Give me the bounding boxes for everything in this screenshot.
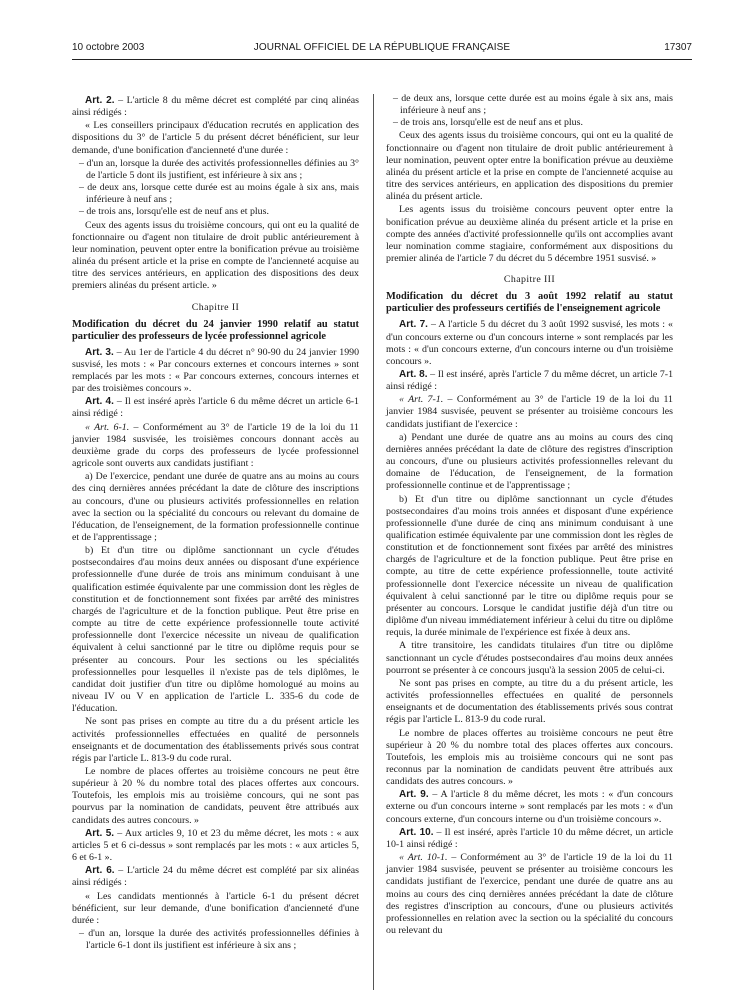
sub-article-label: « Art. 10-1. [399,852,448,864]
paragraph: b) Et d'un titre ou diplôme sanctionnant un cycle d'études postsecondaires d'au moins deux années ou disposant d'une expérience professionnelle d'une durée de trois ans minimum conduisant à une qualification estimée équivalente par une commission dont les règles de constitution et de fonctionnement sont fixées par arrêté des ministres chargés de l'agriculture et de la fonction publique. Peut être prise en compte au titre de cette expérience professionnelle toute activité professionnelle dont l'exercice nécessite un niveau de qualification équivalent à celui sanctionné par le titre ou diplôme requis pour se présenter au concours. Pour les sections ou les spécialités professionnelles pour lesquelles il n'existe pas de tels diplômes, le candidat doit justifier d'un titre ou diplôme homologué au moins au niveau IV ou V en application de l'article L. 335-6 du code de l'éducation. [72,545,359,715]
article-5: Art. 5. – Aux articles 9, 10 et 23 du même décret, les mots : « aux articles 5 et 6 ci-dessus » sont remplacés par les mots : « aux articles 5, 6 et 6-1 ». [72,827,359,864]
paragraph: a) Pendant une durée de quatre ans au moins au cours des cinq dernières années précédant la date de clôture des registres d'inscription au concours, d'une ou plusieurs activités professionnelles relevant du domaine de l'éducation, de l'enseignement, de la formation professionnelle continue et de l'apprentissage ; [386,431,673,492]
paragraph: « Les candidats mentionnés à l'article 6-1 du présent décret bénéficient, sur leur demande, d'une bonification d'ancienneté d'une durée : [72,890,359,926]
paragraph: Les agents issus du troisième concours peuvent opter entre la bonification prévue au deuxième alinéa du présent article et la prise en compte des années d'activité professionnelle qu'ils ont accomplies avant leur nomination comme stagiaire, conformément aux dispositions du premier alinéa de l'article 7 du décret du 5 décembre 1951 susvisé. » [386,204,673,265]
list-item: – d'un an, lorsque la durée des activités professionnelles définies au 3° de l'article 5 dont ils justifient, est inférieure à six ans ; [79,157,359,181]
article-label: Art. 4. [85,396,114,408]
dash-list [72,928,359,952]
paragraph: « Les conseillers principaux d'éducation recrutés en application des dispositions du 3° de l'article 5 du présent décret bénéficient, sur leur demande, d'une bonification d'ancienneté d'une durée : [72,120,359,156]
section-heading: Modification du décret du 24 janvier 1990 relatif au statut particulier des professeurs de lycée professionnel agricole [72,318,359,342]
list-item: – d'un an, lorsque la durée des activités professionnelles définies à l'article 6-1 dont ils justifient est inférieure à six ans ; [79,928,359,952]
sub-article-label: « Art. 7-1. [399,394,444,406]
article-label: Art. 6. [85,865,115,877]
paragraph: A titre transitoire, les candidats titulaires d'un titre ou diplôme sanctionnant un cycle d'études postsecondaires d'au moins deux années pourront se présenter à ce concours jusqu'à la session 2005 de celui-ci. [386,640,673,676]
header-journal-title: JOURNAL OFFICIEL DE LA RÉPUBLIQUE FRANÇAISE [253,42,511,53]
paragraph: a) De l'exercice, pendant une durée de quatre ans au moins au cours des cinq dernières années précédant la date de clôture des inscriptions au concours, d'une ou plusieurs activités professionnelles en relation avec la section ou la spécialité du concours ou relevant du domaine de l'éducation, de l'enseignement, de la formation professionnelle continue et de l'apprentissage ; [72,471,359,543]
article-8: Art. 8. – Il est inséré, après l'article 7 du même décret, un article 7-1 ainsi rédigé : [386,368,674,393]
header-rule [72,59,692,60]
page-header [72,42,692,56]
paragraph: « Art. 7-1. – Conformément au 3° de l'article 19 de la loi du 11 janvier 1984 susvisée, peuvent se présenter au troisième concours les candidats justifiant de l'exercice : [386,394,673,430]
dash-list [386,93,673,129]
section-heading: Modification du décret du 3 août 1992 relatif au statut particulier des professeurs certifiés de l'enseignement agricole [386,291,673,315]
article-label: Art. 5. [85,827,115,839]
article-3: Art. 3. – Au 1er de l'article 4 du décret n° 90-90 du 24 janvier 1990 susvisé, les mots : « Par concours externes et concours internes » sont remplacés par les mots : « Par concours externes, concours internes et par des troisièmes concours ». [72,346,360,395]
list-item: – de trois ans, lorsqu'elle est de neuf ans et plus. [79,206,269,218]
article-label: Art. 7. [399,319,428,331]
paragraph: Le nombre de places offertes au troisième concours ne peut être supérieur à 20 % du nombre total des places offertes aux concours. Toutefois, les emplois mis au troisième concours, qui ne sont pas pourvus par la nomination de candidats, peuvent être attribués aux candidats des autres concours. » [72,765,359,826]
article-9: Art. 9. – A l'article 8 du même décret, les mots : « d'un concours externe ou d'un concours interne » sont remplacés par les mots : « d'un concours externe, d'un concours interne ou d'un troisième concours ». [386,789,673,825]
paragraph: Le nombre de places offertes au troisième concours ne peut être supérieur à 20 % du nombre total des places offertes aux concours. Toutefois, les emplois mis au troisième concours qui ne sont pas reconnus par la nomination de candidats peuvent être attribués aux candidats des autres concours. » [386,727,673,788]
article-10: Art. 10. – Il est inséré, après l'article 10 du même décret, un article 10-1 ainsi rédigé : [386,826,673,850]
article-label: Art. 2. [85,95,115,106]
article-label: Art. 10. [399,826,434,838]
paragraph: Ne sont pas prises en compte, au titre du a du présent article, les activités professionnelles effectuées en qualité de personnels enseignants et de documentation des établissements privés sous contrat régis par l'article L. 813-9 du code rural. [386,677,673,726]
paragraph: Ne sont pas prises en compte au titre du a du présent article les activités professionnelles effectuées en qualité de personnels enseignants et de documentation des établissements privés sous contrat régis par l'article L. 813-9 du code rural. [72,716,359,764]
right-column [386,93,673,938]
list-item: – de trois ans, lorsqu'elle est de neuf ans et plus. [393,117,583,129]
dash-list [72,158,359,219]
sub-article-label: « Art. 6-1. [85,421,130,433]
article-4: Art. 4. – Il est inséré après l'article 6 du même décret un article 6-1 ainsi rédigé : [72,396,359,420]
article-label: Art. 8. [399,368,428,380]
paragraph: « Art. 10-1. – Conformément au 3° de l'article 19 de la loi du 11 janvier 1984 susvisée, peuvent se présenter au troisième concours les candidats justifiant de l'exercice, pendant une durée de quatre ans au moins au cours des cinq dernières années précédant la date de clôture des registres d'inscription au concours, d'une ou plusieurs activités professionnelles en relation avec la section ou la spécialité du concours ou relevant du [386,852,673,936]
paragraph: Ceux des agents issus du troisième concours, qui ont eu la qualité de fonctionnaire ou d'agent non titulaire de droit public antérieurement à leur nomination, peuvent opter entre la bonification prévue au troisième alinéa du présent article et la prise en compte de l'ancienneté acquise au titre des services antérieurs, en application des dispositions des deux premiers alinéas du présent article. » [72,219,359,292]
article-6: Art. 6. – L'article 24 du même décret est complété par six alinéas ainsi rédigés : [72,865,359,889]
paragraph: b) Et d'un titre ou diplôme sanctionnant un cycle d'études postsecondaires d'au moins trois années et disposant d'une expérience professionnelle d'une durée de cinq ans minimum conduisant à une qualification estimée équivalente par une commission dont les règles de constitution et de fonctionnement sont fixées par arrêté des ministres chargés de l'agriculture et de la fonction publique. Peut être prise en compte, au titre de cette expérience professionnelle, toute activité professionnelle dont l'exercice nécessite un niveau de qualification équivalent à celui sanctionné par le titre ou diplôme requis pour se présenter au concours. Lorsque le candidat justifie déjà d'un titre ou diplôme d'un niveau immédiatement inférieur à celui du titre ou diplôme requis, la durée minimale de l'expérience est fixée à deux ans. [386,493,673,639]
header-page-number: 17307 [664,42,692,53]
article-label: Art. 9. [399,789,429,801]
paragraph: Ceux des agents issus du troisième concours, qui ont eu la qualité de fonctionnaire ou d'agent non titulaire de droit public antérieurement à leur nomination, peuvent opter entre la bonification prévue au deuxième alinéa du présent article et la prise en compte de l'ancienneté acquise au titre des services antérieurs, en application des dispositions du premier alinéa du présent article. [386,130,673,203]
article-2: Art. 2. – L'article 8 du même décret est complété par cinq alinéas ainsi rédigés : [72,95,359,119]
paragraph: « Art. 6-1. – Conformément au 3° de l'article 19 de la loi du 11 janvier 1984 susvisée, les troisièmes concours donnant accès au deuxième grade du corps des professeurs de lycée professionnel agricole sont ouverts aux candidats justifiant : [72,421,359,470]
article-label: Art. 3. [85,346,114,358]
column-divider [373,94,374,990]
list-item: – de deux ans, lorsque cette durée est au moins égale à six ans, mais inférieure à neuf ans ; [393,93,673,117]
chapter-heading: Chapitre II [191,301,240,313]
left-column [72,95,359,953]
list-item: – de deux ans, lorsque cette durée est au moins égale à six ans, mais inférieure à neuf ans ; [79,182,359,206]
article-7: Art. 7. – A l'article 5 du décret du 3 août 1992 susvisé, les mots : « d'un concours externe ou d'un concours interne » sont remplacés par les mots : « d'un concours externe, d'un concours interne ou d'un troisième concours ». [386,319,673,367]
chapter-heading: Chapitre III [503,274,556,286]
header-date: 10 octobre 2003 [72,42,145,53]
